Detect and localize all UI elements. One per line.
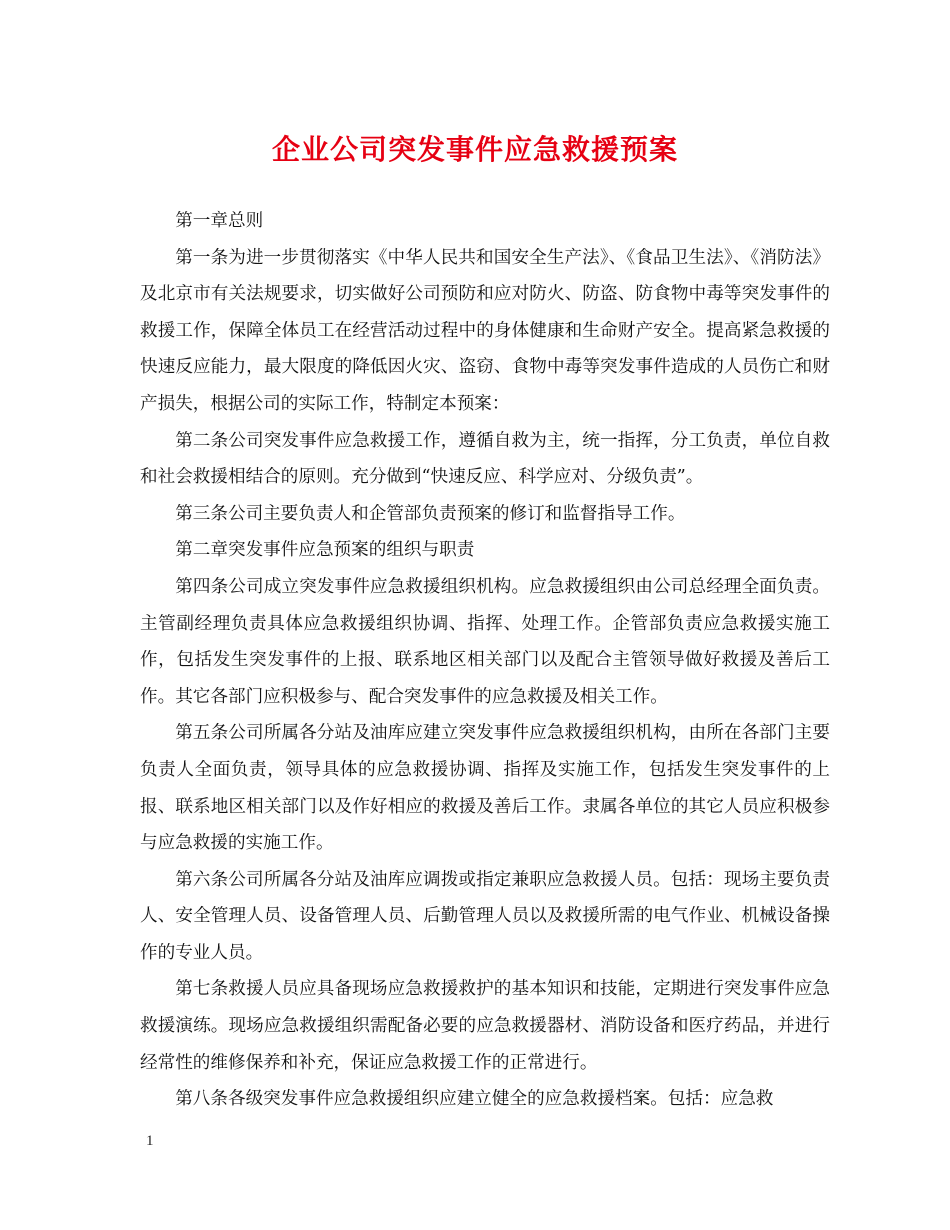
paragraph: 第八条各级突发事件应急救援组织应建立健全的应急救援档案。包括：应急救 xyxy=(175,1089,774,1110)
paragraph: 第六条公司所属各分站及油库应调拨或指定兼职应急救援人员。包括：现场主要负责人、安全管理人员、设备管理人员、后勤管理人员以及救援所需的电气作业、机械设备操作的专业人员。 xyxy=(140,869,830,963)
document-body xyxy=(140,203,830,1118)
chapter-heading: 第一章总则 xyxy=(175,211,264,231)
document-title: 企业公司突发事件应急救援预案 xyxy=(271,133,678,166)
paragraph: 第七条救援人员应具备现场应急救援救护的基本知识和技能，定期进行突发事件应急救援演练。现场应急救援组织需配备必要的应急救援器材、消防设备和医疗药品，并进行经常性的维修保养和补充，保证应急救援工作的正常进行。 xyxy=(140,979,830,1073)
paragraph: 第二条公司突发事件应急救援工作，遵循自救为主，统一指挥，分工负责，单位自救和社会救援相结合的原则。充分做到“快速反应、科学应对、分级负责”。 xyxy=(140,430,830,488)
paragraph: 第一条为进一步贯彻落实《中华人民共和国安全生产法》、《食品卫生法》、《消防法》及北京市有关法规要求，切实做好公司预防和应对防火、防盗、防食物中毒等突发事件的救援工作，保障全体员工在经营活动过程中的身体健康和生命财产安全。提高紧急救援的快速反应能力，最大限度的降低因火灾、盗窃、食物中毒等突发事件造成的人员伤亡和财产损失，根据公司的实际工作，特制定本预案： xyxy=(140,247,830,414)
page-number: 1 xyxy=(146,1133,154,1149)
chapter-heading: 第二章突发事件应急预案的组织与职责 xyxy=(175,540,475,561)
paragraph: 第五条公司所属各分站及油库应建立突发事件应急救援组织机构，由所在各部门主要负责人全面负责，领导具体的应急救援协调、指挥及实施工作，包括发生突发事件的上报、联系地区相关部门以及作好相应的救援及善后工作。隶属各单位的其它人员应积极参与应急救援的实施工作。 xyxy=(140,723,830,854)
paragraph: 第三条公司主要负责人和企管部负责预案的修订和监督指导工作。 xyxy=(175,503,686,524)
paragraph: 第四条公司成立突发事件应急救援组织机构。应急救援组织由公司总经理全面负责。主管副经理负责具体应急救援组织协调、指挥、处理工作。企管部负责应急救援实施工作，包括发生突发事件的上报、联系地区相关部门以及配合主管领导做好救援及善后工作。其它各部门应积极参与、配合突发事件的应急救援及相关工作。 xyxy=(140,576,830,707)
